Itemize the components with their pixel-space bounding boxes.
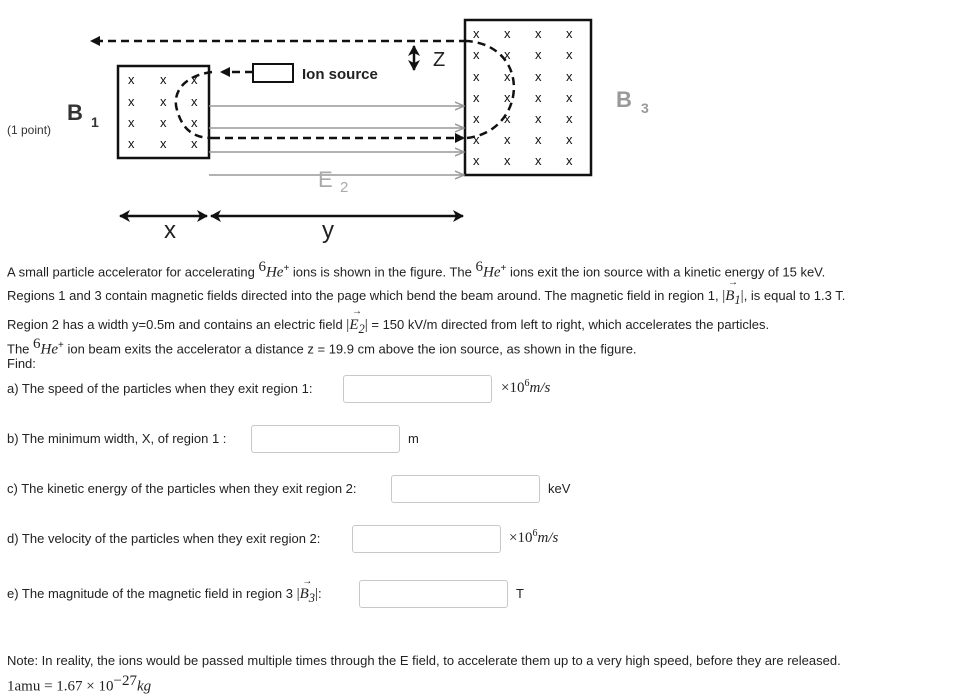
b3-subscript: 3	[641, 100, 649, 116]
svg-text:x: x	[535, 69, 542, 84]
svg-text:x: x	[128, 94, 135, 109]
b1-subscript: 1	[91, 114, 99, 130]
answer-e-unit: T	[516, 586, 524, 601]
question-d-label: d) The velocity of the particles when they exit region 2:	[7, 531, 321, 546]
problem-line-1: A small particle accelerator for accelerating $^6$He+ ions is shown in the figure. The $^6$He+ ions exit the ion source with a kinetic energy of 15 keV.	[7, 259, 826, 281]
points-label: (1 point)	[7, 123, 52, 137]
amu-constant: $1amu = 1.67 \times 10^{-27}kg$	[7, 673, 152, 695]
svg-text:x: x	[191, 94, 198, 109]
question-b-label: b) The minimum width, X, of region 1 :	[7, 431, 227, 446]
svg-text:x: x	[566, 69, 573, 84]
svg-text:x: x	[566, 111, 573, 126]
svg-text:x: x	[191, 136, 198, 151]
svg-text:x: x	[504, 47, 511, 62]
svg-text:x: x	[473, 47, 480, 62]
svg-text:x: x	[160, 72, 167, 87]
svg-text:x: x	[566, 132, 573, 147]
svg-text:x: x	[128, 72, 135, 87]
svg-text:x: x	[473, 26, 480, 41]
accelerator-diagram	[62, 6, 662, 254]
svg-text:x: x	[128, 115, 135, 130]
svg-text:x: x	[504, 153, 511, 168]
svg-text:x: x	[160, 136, 167, 151]
svg-text:x: x	[473, 111, 480, 126]
accelerator-figure	[62, 6, 662, 254]
svg-text:x: x	[566, 153, 573, 168]
z-label: Z	[433, 49, 446, 71]
svg-text:x: x	[535, 26, 542, 41]
answer-d-input[interactable]	[352, 525, 501, 553]
y-label: y	[322, 217, 334, 244]
svg-text:x: x	[191, 72, 198, 87]
svg-text:x: x	[535, 153, 542, 168]
x-label: x	[164, 217, 176, 244]
ion-beam-path	[92, 41, 514, 138]
question-c-label: c) The kinetic energy of the particles when they exit region 2:	[7, 481, 357, 496]
answer-d-unit: $\times 10^6m/s$	[509, 528, 559, 546]
svg-text:x: x	[535, 47, 542, 62]
svg-text:x: x	[191, 115, 198, 130]
question-e-label: e) The magnitude of the magnetic field in region 3 | → $B_3|$:	[7, 576, 322, 605]
svg-text:x: x	[535, 90, 542, 105]
svg-text:x: x	[535, 111, 542, 126]
problem-line-2: Regions 1 and 3 contain magnetic fields directed into the page which bend the beam around. The magnetic field in region 1, | → $B_1|$, is equal to 1.3 T.	[7, 277, 846, 307]
region-3-field-marks	[473, 26, 573, 168]
e2-subscript: 2	[340, 179, 349, 196]
svg-text:x: x	[504, 132, 511, 147]
ion-source-label: Ion source	[302, 66, 378, 83]
e-field-lines	[209, 106, 463, 175]
svg-text:x: x	[473, 69, 480, 84]
answer-a-unit: $\times 10^6m/s$	[501, 378, 551, 396]
answer-c-input[interactable]	[391, 475, 540, 503]
problem-line-4: The $^6$He+ ion beam exits the accelerator a distance z = 19.9 cm above the ion source, as shown in the figure.	[7, 336, 637, 358]
region-1-field-marks	[128, 72, 198, 151]
answer-b-input[interactable]	[251, 425, 400, 453]
e2-label: E	[318, 167, 333, 192]
svg-text:x: x	[535, 132, 542, 147]
svg-text:x: x	[473, 90, 480, 105]
answer-a-input[interactable]	[343, 375, 492, 403]
svg-text:x: x	[504, 26, 511, 41]
answer-e-input[interactable]	[359, 580, 508, 608]
b1-label: B	[67, 100, 83, 125]
svg-text:x: x	[504, 111, 511, 126]
svg-text:x: x	[473, 153, 480, 168]
svg-text:x: x	[160, 115, 167, 130]
svg-text:x: x	[473, 132, 480, 147]
b3-label: B	[616, 87, 632, 112]
find-label: Find:	[7, 356, 36, 371]
svg-text:x: x	[566, 47, 573, 62]
svg-text:x: x	[160, 94, 167, 109]
svg-text:x: x	[566, 26, 573, 41]
svg-text:x: x	[566, 90, 573, 105]
svg-text:x: x	[128, 136, 135, 151]
answer-c-unit: keV	[548, 481, 571, 496]
problem-line-3: Region 2 has a width y=0.5m and contains an electric field | → $E_2| = 150$ kV/m directed from left to right, which accelerates the particles.	[7, 306, 770, 336]
note-text: Note: In reality, the ions would be passed multiple times through the E field, to accelerate them up to a very high speed, before they are released.	[7, 653, 841, 668]
answer-b-unit: m	[408, 431, 419, 446]
svg-text:x: x	[504, 69, 511, 84]
ion-source-box	[253, 64, 293, 82]
svg-text:x: x	[504, 90, 511, 105]
question-a-label: a) The speed of the particles when they exit region 1:	[7, 381, 313, 396]
